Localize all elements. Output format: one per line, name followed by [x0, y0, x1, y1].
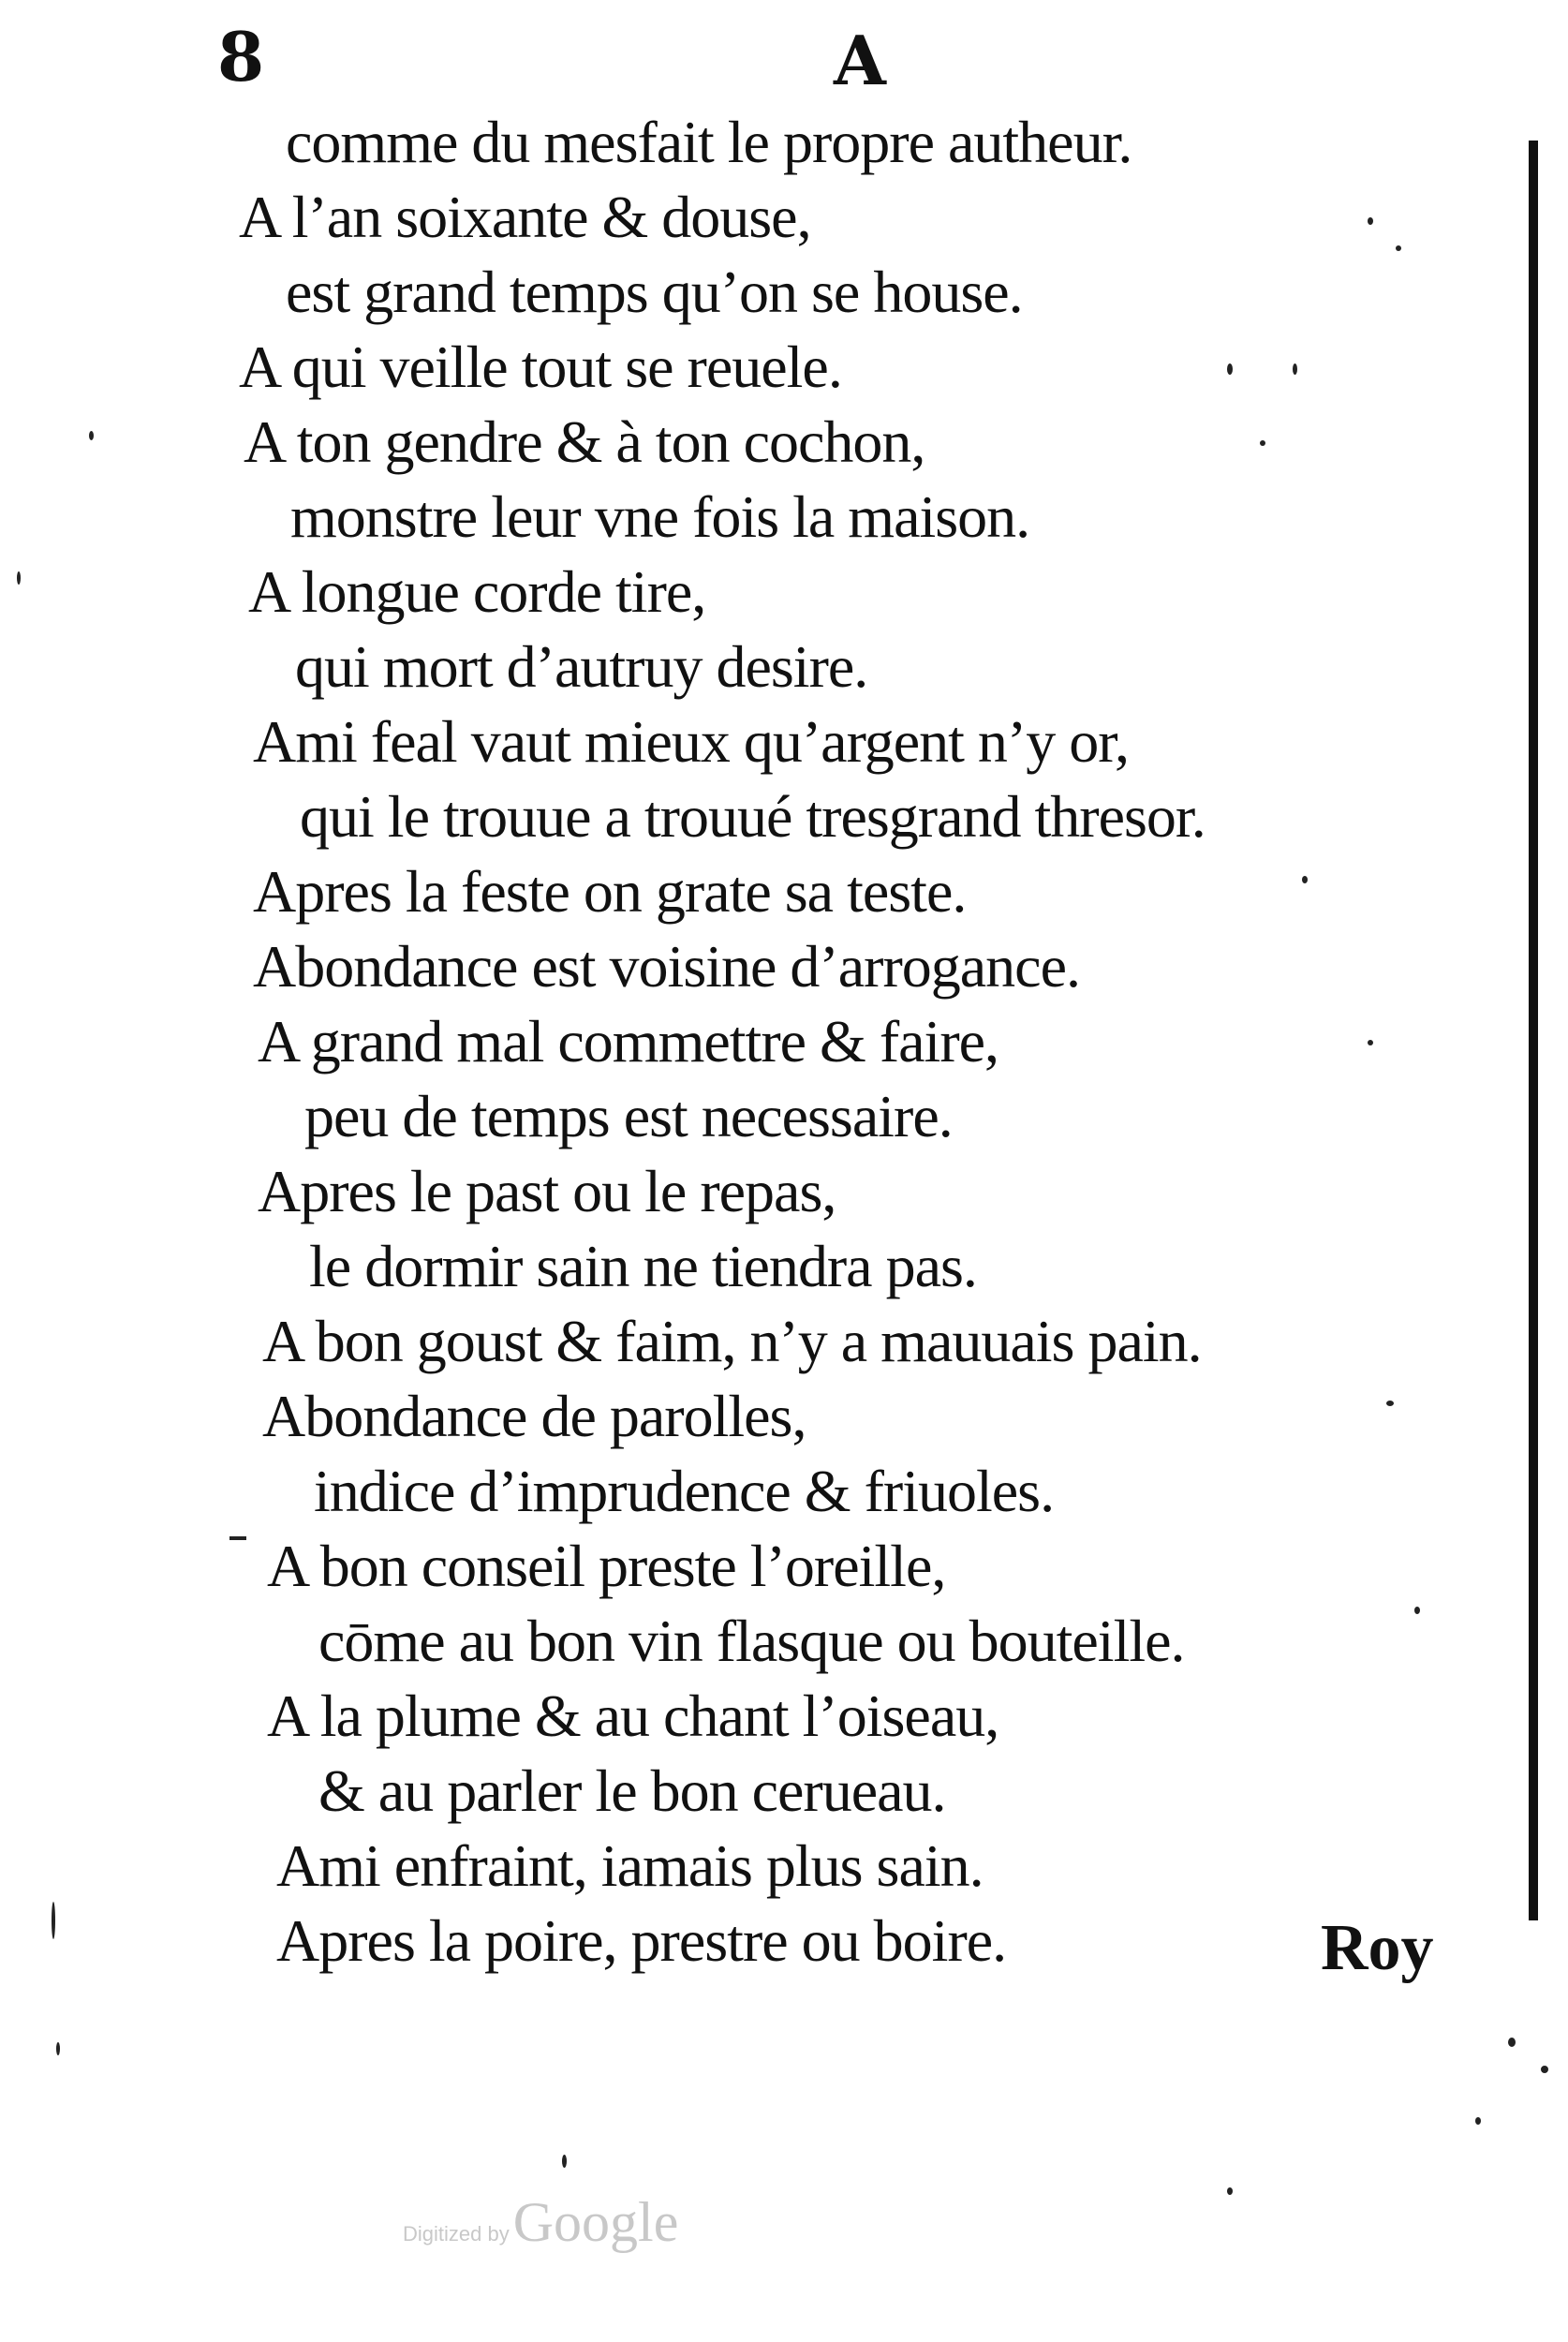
proverb-line: cōme au bon vin flasque ou bouteille.: [318, 1608, 1185, 1674]
print-speck: [1368, 217, 1373, 225]
proverb-line: Abondance est voisine d’arrogance.: [253, 933, 1080, 1000]
proverb-line: & au parler le bon cerueau.: [318, 1757, 946, 1824]
page-number: 8: [217, 17, 265, 96]
proverb-line: Apres la feste on grate sa teste.: [253, 858, 967, 925]
digitizer-name: Google: [512, 2191, 679, 2253]
print-speck: [229, 1536, 246, 1540]
page-edge-shadow: [1529, 141, 1538, 1920]
proverb-line: est grand temps qu’on se house.: [286, 259, 1023, 325]
proverb-line: A qui veille tout se reuele.: [239, 334, 842, 400]
proverb-line: A longue corde tire,: [248, 558, 706, 625]
digitized-by-label: Digitized by: [403, 2222, 510, 2246]
print-speck: [1227, 363, 1233, 375]
print-speck: [1475, 2117, 1481, 2125]
proverb-line: peu de temps est necessaire.: [304, 1083, 953, 1149]
print-speck: [1386, 1401, 1394, 1406]
print-speck: [1227, 2187, 1233, 2195]
print-speck: [1541, 2066, 1548, 2073]
proverb-line: A bon conseil preste l’oreille,: [267, 1533, 946, 1599]
proverb-line: qui le trouue a trouué tresgrand thresor.: [300, 783, 1206, 850]
proverb-line: A l’an soixante & douse,: [239, 184, 811, 250]
proverb-line: monstre leur vne fois la maison.: [290, 483, 1030, 550]
print-speck: [1302, 876, 1308, 883]
running-head: A: [834, 21, 886, 100]
proverb-line: qui mort d’autruy desire.: [295, 633, 868, 700]
proverb-line: Apres le past ou le repas,: [258, 1158, 836, 1224]
print-speck: [17, 571, 21, 585]
print-speck: [56, 2042, 60, 2055]
catchword: Roy: [1321, 1912, 1434, 1984]
print-speck: [562, 2155, 567, 2168]
print-speck: [1508, 2038, 1516, 2047]
proverb-line: Apres la poire, prestre ou boire.: [276, 1907, 1007, 1974]
proverb-line: Abondance de parolles,: [262, 1383, 806, 1449]
print-speck: [1414, 1607, 1420, 1614]
proverb-line: A grand mal commettre & faire,: [258, 1008, 999, 1075]
proverb-line: Ami feal vaut mieux qu’argent n’y or,: [253, 708, 1129, 775]
print-speck: [52, 1902, 55, 1939]
print-speck: [1396, 245, 1401, 251]
print-speck: [1260, 440, 1265, 446]
proverb-line: A bon goust & faim, n’y a mauuais pain.: [262, 1308, 1202, 1374]
print-speck: [89, 431, 94, 440]
print-speck: [1368, 1040, 1373, 1045]
proverb-line: Ami enfraint, iamais plus sain.: [276, 1832, 984, 1899]
proverb-line: A la plume & au chant l’oiseau,: [267, 1682, 999, 1749]
proverb-line: comme du mesfait le propre autheur.: [286, 109, 1132, 175]
proverb-line: A ton gendre & à ton cochon,: [244, 408, 925, 475]
digitization-watermark: [403, 2190, 678, 2255]
proverb-line: le dormir sain ne tiendra pas.: [309, 1233, 977, 1299]
proverb-line: indice d’imprudence & friuoles.: [314, 1458, 1055, 1524]
print-speck: [1293, 363, 1297, 375]
